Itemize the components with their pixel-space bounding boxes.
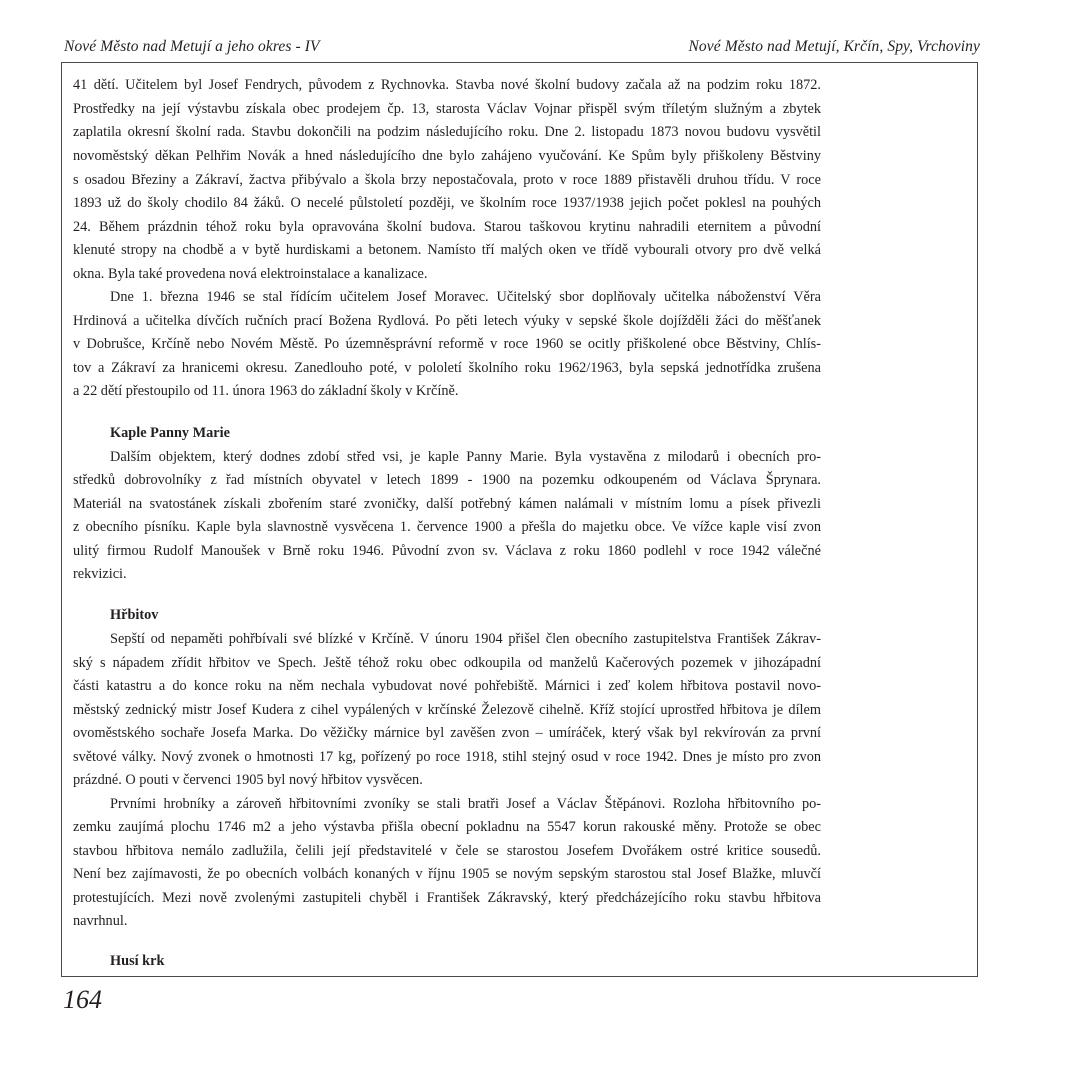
text-line: zemku zaujímá plochu 1746 m2 a jeho výstavba přišla obecní pokladnu na 5547 korun rakouské měny. Protože se obec <box>73 819 821 835</box>
text-line: 1893 už do školy chodilo 84 žáků. O necelé půlstoletí později, ve školním roce 1937/1938 jejich počet poklesl na pouhých <box>73 195 821 211</box>
text-line: stavbou hřbitova nemálo zadlužila, čelili její představitelé v čele se starostou Josefem Dvořákem ostré kritice sousedů. <box>73 843 821 859</box>
text-line: Hrdinová a učitelka dívčích ručních prací Božena Rydlová. Po pěti letech výuky v sepské škole dojížděli žáci do měšťanek <box>73 313 821 329</box>
text-line: s osadou Březiny a Zákraví, žactva přibývalo a škola brzy nepostačovala, proto v roce 1889 přistavěli druhou třídu. V roce <box>73 172 821 188</box>
text-line: světové války. Nový zvonek o hmotnosti 17 kg, pořízený po roce 1918, stihl stejný osud v roce 1942. Dnes je místo pro zvon <box>73 749 821 765</box>
text-line: klenuté stropy na chodbě a v bytě hurdiskami a betonem. Namísto tří malých oken ve třídě vybourali otvory pro dvě velká <box>73 242 821 258</box>
page-number: 164 <box>63 985 102 1014</box>
running-head-left: Nové Město nad Metují a jeho okres - IV <box>64 38 320 55</box>
text-line: tov a Zákraví za hranicemi okresu. Zanedlouho poté, v pololetí školního roku 1962/1963, byla sepská jednotřídka zrušena <box>73 360 821 376</box>
text-line: 24. Během prázdnin téhož roku byla opravována školní budova. Starou taškovou krytinu nahradili eternitem a původní <box>73 219 821 235</box>
text-line: Prostředky na její výstavbu získala obec prodejem čp. 13, starosta Václav Vojnar přispěl svým tříletým služným a zbytek <box>73 101 821 117</box>
text-line: navrhnul. <box>73 913 128 929</box>
text-line: okna. Byla také provedena nová elektroinstalace a kanalizace. <box>73 266 428 282</box>
section-heading-chapel: Kaple Panny Marie <box>110 425 230 441</box>
text-line: Sepští od nepaměti pohřbívali své blízké v Krčíně. V únoru 1904 přišel člen obecního zastupitelstva František Zákrav- <box>110 631 821 647</box>
text-line: Není bez zajímavosti, že po obecních volbách konaných v říjnu 1905 se novým sepským starostou stal Josef Blažke, mluvčí <box>73 866 821 882</box>
text-line: městský zednický mistr Josef Kudera z cihel vypálených v krčínské Železově cihelně. Kříž stojící uprostřed hřbitova je dílem <box>73 702 821 718</box>
text-line: Prvními hrobníky a zároveň hřbitovními zvoníky se stali bratři Josef a Václav Štěpánovi. Rozloha hřbitovního po- <box>110 796 821 812</box>
text-line: Materiál na svatostánek získali zbořením staré zvoničky, další potřebný kámen nalámali v místním lomu a písek přivezli <box>73 496 821 512</box>
text-line: novoměstský děkan Pelhřim Novák a hned následujícího dne bylo zahájeno vyučování. Ke Spům byly přiškoleny Běstviny <box>73 148 821 164</box>
text-line: středků dobrovolníky z řad místních obyvatel v letech 1899 - 1900 na pozemku odkoupeném od Václava Šprynara. <box>73 472 821 488</box>
text-line: 41 dětí. Učitelem byl Josef Fendrych, původem z Rychnovka. Stavba nové školní budovy začala až na podzim roku 1872. <box>73 77 821 93</box>
text-line: z obecního písníku. Kaple byla slavnostně vysvěcena 1. července 1900 a přešla do majetku obce. Ve vížce kaple visí zvon <box>73 519 821 535</box>
text-line: ulitý firmou Rudolf Manoušek v Brně roku 1946. Původní zvon sv. Václava z roku 1860 podlehl v roce 1942 válečné <box>73 543 821 559</box>
text-line: části katastru a do konce roku na něm nechala vybudovat nové pohřebiště. Márnici i zeď kolem hřbitova postavil novo- <box>73 678 821 694</box>
text-line: protestujících. Mezi nově zvolenými zastupiteli chyběl i František Zákravský, který předcházejícího roku stavbu hřbitova <box>73 890 821 906</box>
text-line: v Dobrušce, Krčíně nebo Novém Městě. Po územněsprávní reformě v roce 1960 se ocitly přiškolené obce Běstviny, Chlís- <box>73 336 821 352</box>
section-heading-husi-krk: Husí krk <box>110 953 165 969</box>
text-line: Dalším objektem, který dodnes zdobí střed vsi, je kaple Panny Marie. Byla vystavěna z milodarů i obecních pro- <box>110 449 821 465</box>
text-line: a 22 dětí přestoupilo od 11. února 1963 do základní školy v Krčíně. <box>73 383 459 399</box>
text-line: rekvizici. <box>73 566 127 582</box>
section-heading-cemetery: Hřbitov <box>110 607 159 623</box>
text-line: prázdné. O pouti v červenci 1905 byl nový hřbitov vysvěcen. <box>73 772 423 788</box>
running-head-right: Nové Město nad Metují, Krčín, Spy, Vrchoviny <box>688 38 980 55</box>
text-line: ský s nápadem zřídit hřbitov ve Spech. Ještě téhož roku obec odkoupila od manželů Kačerových pozemek v jihozápadní <box>73 655 821 671</box>
text-line: zaplatila okresní školní rada. Stavbu dokončili na podzim následujícího roku. Dne 2. listopadu 1873 novou budovu vysvětil <box>73 124 821 140</box>
text-line: Dne 1. března 1946 se stal řídícím učitelem Josef Moravec. Učitelský sbor doplňovaly učitelka náboženství Věra <box>110 289 821 305</box>
text-line: ovoměstského sochaře Josefa Marka. Do věžičky márnice byl zavěšen zvon – umíráček, který však byl rekvírován za první <box>73 725 821 741</box>
